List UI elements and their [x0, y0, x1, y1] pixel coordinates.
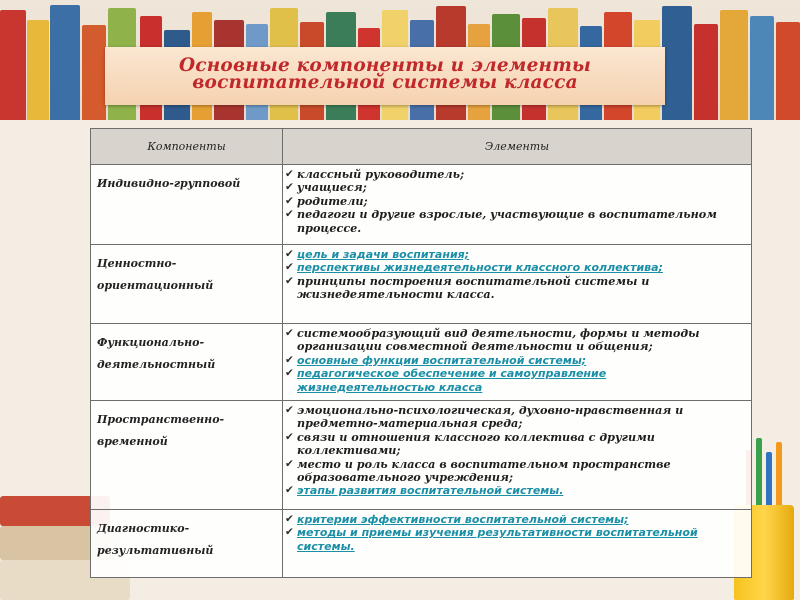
element-item[interactable]	[285, 261, 745, 274]
page-title-line1: Основные компоненты и элементы	[178, 55, 592, 76]
checkmark-icon: ✔	[285, 353, 294, 366]
element-item	[285, 327, 745, 354]
table-row	[91, 401, 752, 510]
element-text: связи и отношения классного коллектива с другими коллективами;	[297, 429, 655, 458]
checkmark-icon: ✔	[285, 194, 294, 207]
checkmark-icon: ✔	[285, 404, 294, 416]
element-text: педагоги и другие взрослые, участвующие в воспитательном процессе.	[297, 207, 717, 235]
element-text: принципы построения воспитательной системы и жизнедеятельности класса.	[297, 273, 650, 302]
element-item	[285, 168, 745, 181]
element-item[interactable]	[285, 367, 745, 394]
checkmark-icon: ✔	[285, 248, 294, 260]
element-link[interactable]: перспективы жизнедеятельности классного коллектива;	[297, 261, 663, 275]
element-link[interactable]: методы и приемы изучения результативности воспитательной системы.	[297, 526, 698, 553]
table-header-row	[91, 129, 752, 165]
element-text: эмоционально-психологическая, духовно-нравственная и предметно-материальная среда;	[297, 403, 684, 431]
element-text: классный руководитель;	[297, 167, 465, 181]
header-elements: Элементы	[283, 129, 752, 165]
element-item	[285, 195, 745, 208]
table-row	[91, 510, 752, 578]
element-link[interactable]: основные функции воспитательной системы;	[297, 353, 587, 367]
element-item	[285, 404, 745, 431]
element-item	[285, 275, 745, 302]
element-item[interactable]	[285, 484, 745, 497]
element-item	[285, 181, 745, 194]
checkmark-icon: ✔	[285, 367, 294, 380]
checkmark-icon: ✔	[285, 457, 294, 470]
element-item	[285, 208, 745, 235]
header-components: Компоненты	[91, 129, 283, 165]
element-link[interactable]: педагогическое обеспечение и самоуправление жизнедеятельностью класса	[297, 367, 607, 394]
checkmark-icon: ✔	[285, 181, 294, 194]
checkmark-icon: ✔	[285, 261, 294, 274]
element-text: учащиеся;	[297, 180, 367, 195]
component-cell: Индивидно-групповой	[91, 165, 283, 245]
page-title-line2: воспитательной системы класса	[192, 72, 578, 93]
elements-cell	[283, 510, 752, 578]
checkmark-icon: ✔	[285, 327, 294, 339]
components-table	[90, 128, 752, 578]
checkmark-icon: ✔	[285, 484, 294, 497]
element-item[interactable]	[285, 248, 745, 261]
checkmark-icon: ✔	[285, 168, 294, 180]
table-row	[91, 324, 752, 401]
element-item[interactable]	[285, 513, 745, 526]
element-text: место и роль класса в воспитательном пространстве образовательного учреждения;	[297, 456, 671, 485]
table-row	[91, 165, 752, 245]
component-cell: Ценностно-ориентационный	[91, 245, 283, 324]
title-banner	[105, 47, 665, 105]
table-row	[91, 245, 752, 324]
element-link[interactable]: критерии эффективности воспитательной системы;	[297, 513, 629, 526]
checkmark-icon: ✔	[285, 513, 294, 525]
elements-cell	[283, 401, 752, 510]
element-link[interactable]: этапы развития воспитательной системы.	[297, 484, 564, 498]
elements-cell	[283, 324, 752, 401]
elements-cell	[283, 245, 752, 324]
element-item[interactable]	[285, 526, 745, 553]
element-text: родители;	[297, 193, 368, 208]
checkmark-icon: ✔	[285, 208, 294, 221]
element-link[interactable]: цель и задачи воспитания;	[297, 248, 470, 261]
checkmark-icon: ✔	[285, 526, 294, 539]
component-cell: Функционально-деятельностный	[91, 324, 283, 401]
element-text: системообразующий вид деятельности, формы и методы организации совместной деятельности и общения;	[297, 326, 700, 354]
element-item[interactable]	[285, 354, 745, 367]
checkmark-icon: ✔	[285, 274, 294, 287]
element-item	[285, 431, 745, 458]
component-cell: Диагностико-результативный	[91, 510, 283, 578]
element-item	[285, 458, 745, 485]
component-cell: Пространственно-временной	[91, 401, 283, 510]
elements-cell	[283, 165, 752, 245]
checkmark-icon: ✔	[285, 430, 294, 443]
